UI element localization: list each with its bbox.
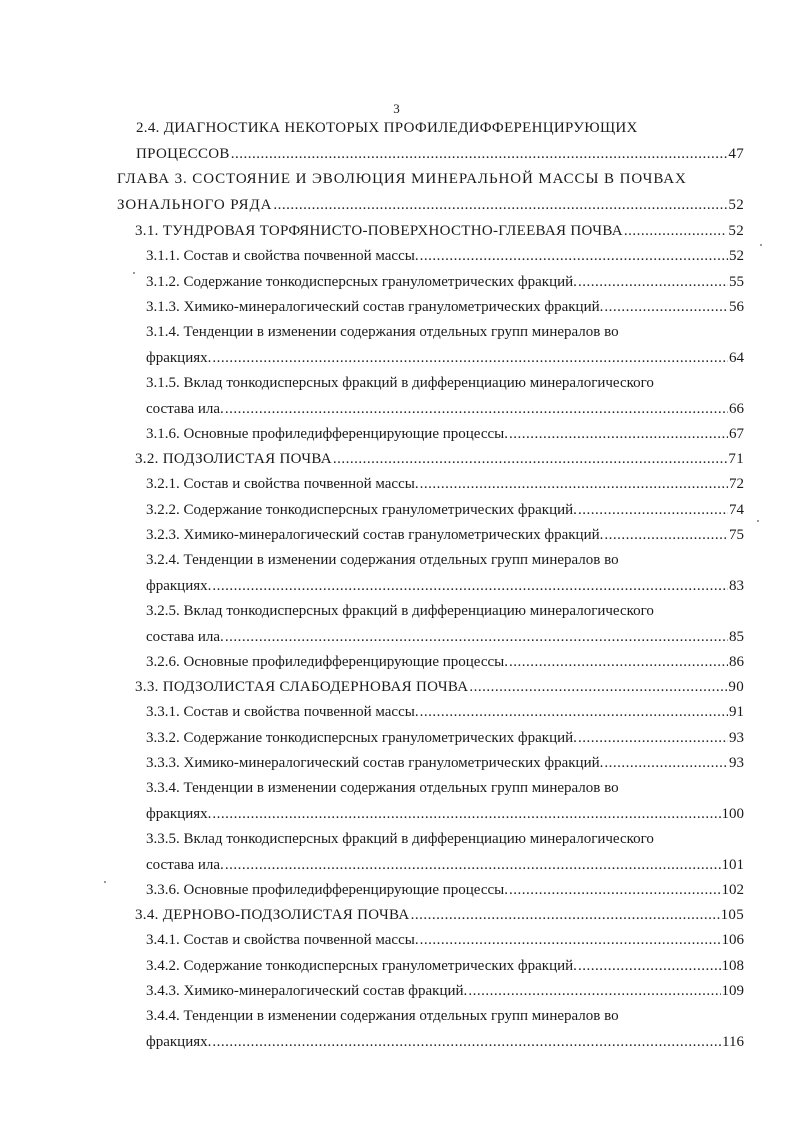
toc-page-number: 75 xyxy=(729,527,744,543)
dot-leader xyxy=(578,729,728,747)
dot-leader xyxy=(212,1033,721,1051)
toc-entry-title: 3.1.5. Вклад тонкодисперсных фракций в дифференциацию минералогического xyxy=(146,375,654,391)
dot-leader xyxy=(604,298,728,316)
dot-leader xyxy=(212,577,728,595)
dot-leader xyxy=(578,501,728,519)
toc-entry-title: 3.3.2. Содержание тонкодисперсных гранулометрических фракций. xyxy=(146,730,577,746)
toc-entry[interactable] xyxy=(146,729,744,747)
toc-entry-title: 3.4.4. Тенденции в изменении содержания отдельных групп минералов во xyxy=(146,1008,619,1024)
toc-entry[interactable] xyxy=(146,475,744,493)
toc-entry[interactable] xyxy=(146,856,744,874)
toc-entry-title: 3.3.5. Вклад тонкодисперсных фракций в дифференциацию минералогического xyxy=(146,831,654,847)
toc-entry[interactable] xyxy=(146,703,744,721)
toc-entry-title: 3.4. ДЕРНОВО-ПОДЗОЛИСТАЯ ПОЧВА xyxy=(135,907,410,923)
toc-page-number: 105 xyxy=(720,907,744,923)
toc-entry-title: фракциях. xyxy=(146,578,212,594)
toc-page-number: 67 xyxy=(729,426,744,442)
dot-leader xyxy=(420,703,728,721)
toc-entry-title: 3.2.6. Основные профиледифференцирующие процессы. xyxy=(146,654,508,670)
dot-leader xyxy=(469,678,727,696)
toc-page-number: 90 xyxy=(728,679,744,695)
toc-entry[interactable] xyxy=(146,1033,744,1051)
page-number: 3 xyxy=(393,101,400,116)
toc-entry-title: 3.2.1. Состав и свойства почвенной массы. xyxy=(146,476,419,492)
scan-speck xyxy=(133,272,135,274)
dot-leader xyxy=(624,222,728,240)
toc-entry[interactable] xyxy=(146,931,744,949)
toc-entry[interactable] xyxy=(146,628,744,646)
toc-page-number: 55 xyxy=(729,274,744,290)
toc-entry-title: 3.1.4. Тенденции в изменении содержания отдельных групп минералов во xyxy=(146,324,619,340)
toc-page-number: 93 xyxy=(729,755,744,771)
toc-entry-title: 3.2.4. Тенденции в изменении содержания отдельных групп минералов во xyxy=(146,552,619,568)
toc-page-number: 93 xyxy=(729,730,744,746)
toc-page-number: 106 xyxy=(721,932,744,948)
toc-page-number: 86 xyxy=(729,654,744,670)
toc-entry[interactable] xyxy=(146,501,744,519)
toc-entry-title: 3.4.2. Содержание тонкодисперсных гранулометрических фракций. xyxy=(146,958,577,974)
dot-leader xyxy=(509,425,728,443)
toc-page-number: 52 xyxy=(728,223,744,239)
toc-entry-title: состава ила. xyxy=(146,401,224,417)
toc-entry-title: 3.2.5. Вклад тонкодисперсных фракций в дифференциацию минералогического xyxy=(146,603,654,619)
dot-leader xyxy=(225,856,721,874)
toc-page-number: 52 xyxy=(729,248,744,264)
toc-entry-title: 3.4.1. Состав и свойства почвенной массы. xyxy=(146,932,419,948)
toc-entry-title: 3.1.3. Химико-минералогический состав гранулометрических фракций. xyxy=(146,299,604,315)
toc-page-number: 101 xyxy=(721,857,744,873)
toc-entry[interactable] xyxy=(135,450,744,468)
dot-leader xyxy=(578,957,721,975)
toc-page-number: 71 xyxy=(728,451,744,467)
toc-page-number: 66 xyxy=(729,401,744,417)
toc-entry-title: фракциях. xyxy=(146,1034,212,1050)
toc-entry-title: 3.3.1. Состав и свойства почвенной массы. xyxy=(146,704,419,720)
toc-page-number: 56 xyxy=(729,299,744,315)
scan-speck xyxy=(757,520,759,522)
toc-entry-title: 3.3.6. Основные профиледифференцирующие процессы. xyxy=(146,882,508,898)
toc-page-number: 91 xyxy=(729,704,744,720)
toc-entry-title: 3.4.3. Химико-минералогический состав фракций. xyxy=(146,983,468,999)
toc-entry[interactable] xyxy=(146,298,744,316)
toc-entry[interactable] xyxy=(135,906,744,924)
toc-entry-title: 3.3. ПОДЗОЛИСТАЯ СЛАБОДЕРНОВАЯ ПОЧВА xyxy=(135,679,469,695)
toc-entry-title: 3.2. ПОДЗОЛИСТАЯ ПОЧВА xyxy=(135,451,332,467)
toc-entry[interactable] xyxy=(146,653,744,671)
toc-entry-title: состава ила. xyxy=(146,629,224,645)
dot-leader xyxy=(231,145,728,163)
dot-leader xyxy=(604,754,728,772)
toc-entry[interactable] xyxy=(146,400,744,418)
toc-entry[interactable] xyxy=(136,145,744,163)
toc-page-number: 74 xyxy=(729,502,744,518)
dot-leader xyxy=(604,526,728,544)
toc-entry[interactable] xyxy=(146,982,744,1000)
toc-page-number: 72 xyxy=(729,476,744,492)
toc-entry[interactable] xyxy=(135,678,744,696)
dot-leader xyxy=(420,931,721,949)
dot-leader xyxy=(273,196,727,214)
dot-leader xyxy=(509,881,721,899)
toc-entry-title: 3.3.4. Тенденции в изменении содержания отдельных групп минералов во xyxy=(146,780,619,796)
toc-entry-title: 3.1. ТУНДРОВАЯ ТОРФЯНИСТО-ПОВЕРХНОСТНО-ГЛЕЕВАЯ ПОЧВА xyxy=(135,223,623,239)
scan-speck xyxy=(760,244,762,246)
toc-page-number: 83 xyxy=(729,578,744,594)
toc-entry[interactable] xyxy=(146,273,744,291)
toc-page-number: 52 xyxy=(728,197,744,213)
toc-entry[interactable] xyxy=(146,247,744,265)
toc-page-number: 108 xyxy=(721,958,744,974)
dot-leader xyxy=(420,475,728,493)
toc-entry[interactable] xyxy=(146,957,744,975)
dot-leader xyxy=(578,273,728,291)
toc-page-number: 47 xyxy=(728,146,744,162)
dot-leader xyxy=(225,400,728,418)
dot-leader xyxy=(333,450,727,468)
toc-entry-title: 3.2.2. Содержание тонкодисперсных гранулометрических фракций. xyxy=(146,502,577,518)
toc-entry[interactable] xyxy=(117,196,744,214)
toc-entry[interactable] xyxy=(146,349,744,367)
toc-entry-title: ГЛАВА 3. СОСТОЯНИЕ И ЭВОЛЮЦИЯ МИНЕРАЛЬНОЙ МАССЫ В ПОЧВАХ xyxy=(117,171,687,187)
dot-leader xyxy=(420,247,728,265)
toc-page-number: 116 xyxy=(722,1034,744,1050)
dot-leader xyxy=(509,653,728,671)
toc-page-number: 64 xyxy=(729,350,744,366)
toc-page-number: 109 xyxy=(721,983,744,999)
toc-entry-title: фракциях. xyxy=(146,806,212,822)
toc-entry[interactable] xyxy=(135,222,744,240)
dot-leader xyxy=(212,349,728,367)
toc-entry-title: 3.2.3. Химико-минералогический состав гранулометрических фракций. xyxy=(146,527,604,543)
toc-page-number: 85 xyxy=(729,629,744,645)
toc-entry[interactable] xyxy=(146,577,744,595)
toc-page-number: 100 xyxy=(721,806,744,822)
scan-speck xyxy=(104,881,106,883)
dot-leader xyxy=(212,805,720,823)
dot-leader xyxy=(411,906,720,924)
toc-entry-title: ЗОНАЛЬНОГО РЯДА xyxy=(117,197,273,213)
toc-entry[interactable] xyxy=(146,881,744,899)
toc-entry-title: 3.1.6. Основные профиледифференцирующие процессы. xyxy=(146,426,508,442)
toc-entry-title: 3.3.3. Химико-минералогический состав гранулометрических фракций. xyxy=(146,755,604,771)
dot-leader xyxy=(468,982,720,1000)
toc-entry-title: 3.1.1. Состав и свойства почвенной массы. xyxy=(146,248,419,264)
dot-leader xyxy=(225,628,728,646)
toc-entry-title: ПРОЦЕССОВ xyxy=(136,146,230,162)
toc-page-number: 102 xyxy=(721,882,744,898)
toc-entry[interactable] xyxy=(146,805,744,823)
toc-entry-title: 2.4. ДИАГНОСТИКА НЕКОТОРЫХ ПРОФИЛЕДИФФЕРЕНЦИРУЮЩИХ xyxy=(136,120,638,136)
toc-entry-title: состава ила. xyxy=(146,857,224,873)
toc-entry[interactable] xyxy=(146,425,744,443)
toc-entry[interactable] xyxy=(146,526,744,544)
toc-entry[interactable] xyxy=(146,754,744,772)
toc-entry-title: фракциях. xyxy=(146,350,212,366)
toc-entry-title: 3.1.2. Содержание тонкодисперсных гранулометрических фракций. xyxy=(146,274,577,290)
